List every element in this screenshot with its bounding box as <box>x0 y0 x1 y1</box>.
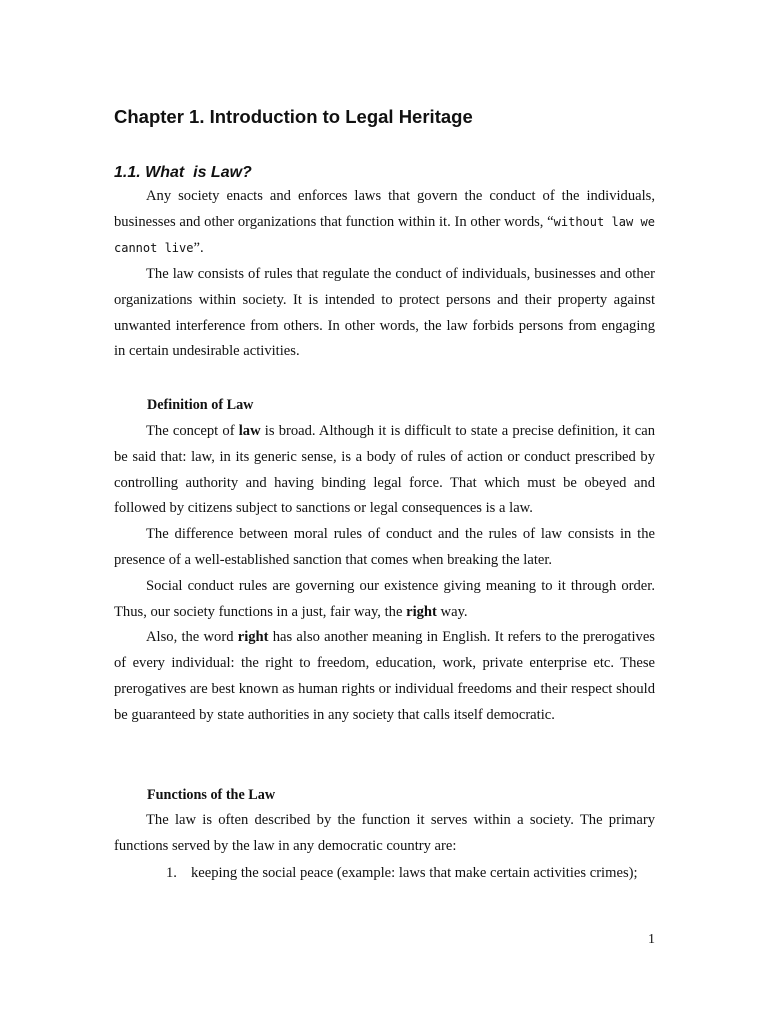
functions-heading: Functions of the Law <box>147 787 276 803</box>
functions-paragraph-1: The law is often described by the function it serves within a society. The primary functions served by the law in any democratic country are: <box>114 812 655 854</box>
list-item-text: keeping the social peace (example: laws that make certain activities crimes); <box>191 865 638 881</box>
section-title: 1.1. What is Law? <box>114 164 252 181</box>
bold-term-right-2: right <box>237 629 269 646</box>
definition-section <box>114 419 655 729</box>
functions-list <box>166 862 638 884</box>
list-item <box>166 862 638 884</box>
definition-heading: Definition of Law <box>147 397 254 413</box>
chapter-title: Chapter 1. Introduction to Legal Heritage <box>114 106 473 127</box>
functions-section <box>114 808 655 860</box>
bold-term-right: right <box>406 603 437 620</box>
intro-section <box>114 184 655 261</box>
definition-paragraph-3: Social conduct rules are governing our existence giving meaning to it through order. Thus, our society functions in a just, fair way, the right way. <box>114 577 655 620</box>
list-item-number: 1. <box>166 865 177 881</box>
definition-paragraph-1: The concept of law is broad. Although it is difficult to state a precise definition, it can be said that: law, in its generic sense, is a body of rules of action or conduct prescribed by controlling authority and having binding legal force. That which must be obeyed and followed by citizens subject to sanctions or legal consequences is a law. <box>114 423 655 517</box>
intro-section-2 <box>114 262 655 365</box>
quoted-phrase: without law we cannot live <box>114 214 655 255</box>
definition-paragraph-4: Also, the word right has also another meaning in English. It refers to the prerogatives of every individual: the right to freedom, education, work, private enterprise etc. These prerogatives are best known as human rights or individual freedoms and their respect should be guaranteed by state authorities in any society that calls itself democratic. <box>114 629 655 723</box>
bold-term-law: law <box>238 423 261 439</box>
definition-paragraph-2: The difference between moral rules of conduct and the rules of law consists in the presence of a well-established sanction that comes when breaking the later. <box>114 526 655 568</box>
page-number: 1 <box>648 932 655 947</box>
intro-paragraph-2: The law consists of rules that regulate the conduct of individuals, businesses and other organizations within society. It is intended to protect persons and their property against unwanted interference from others. In other words, the law forbids persons from engaging in certain undesirable activities. <box>114 266 655 360</box>
intro-paragraph-1: Any society enacts and enforces laws that govern the conduct of the individuals, businesses and other organizations that function within it. In other words, “without law we cannot live”. <box>114 188 655 256</box>
